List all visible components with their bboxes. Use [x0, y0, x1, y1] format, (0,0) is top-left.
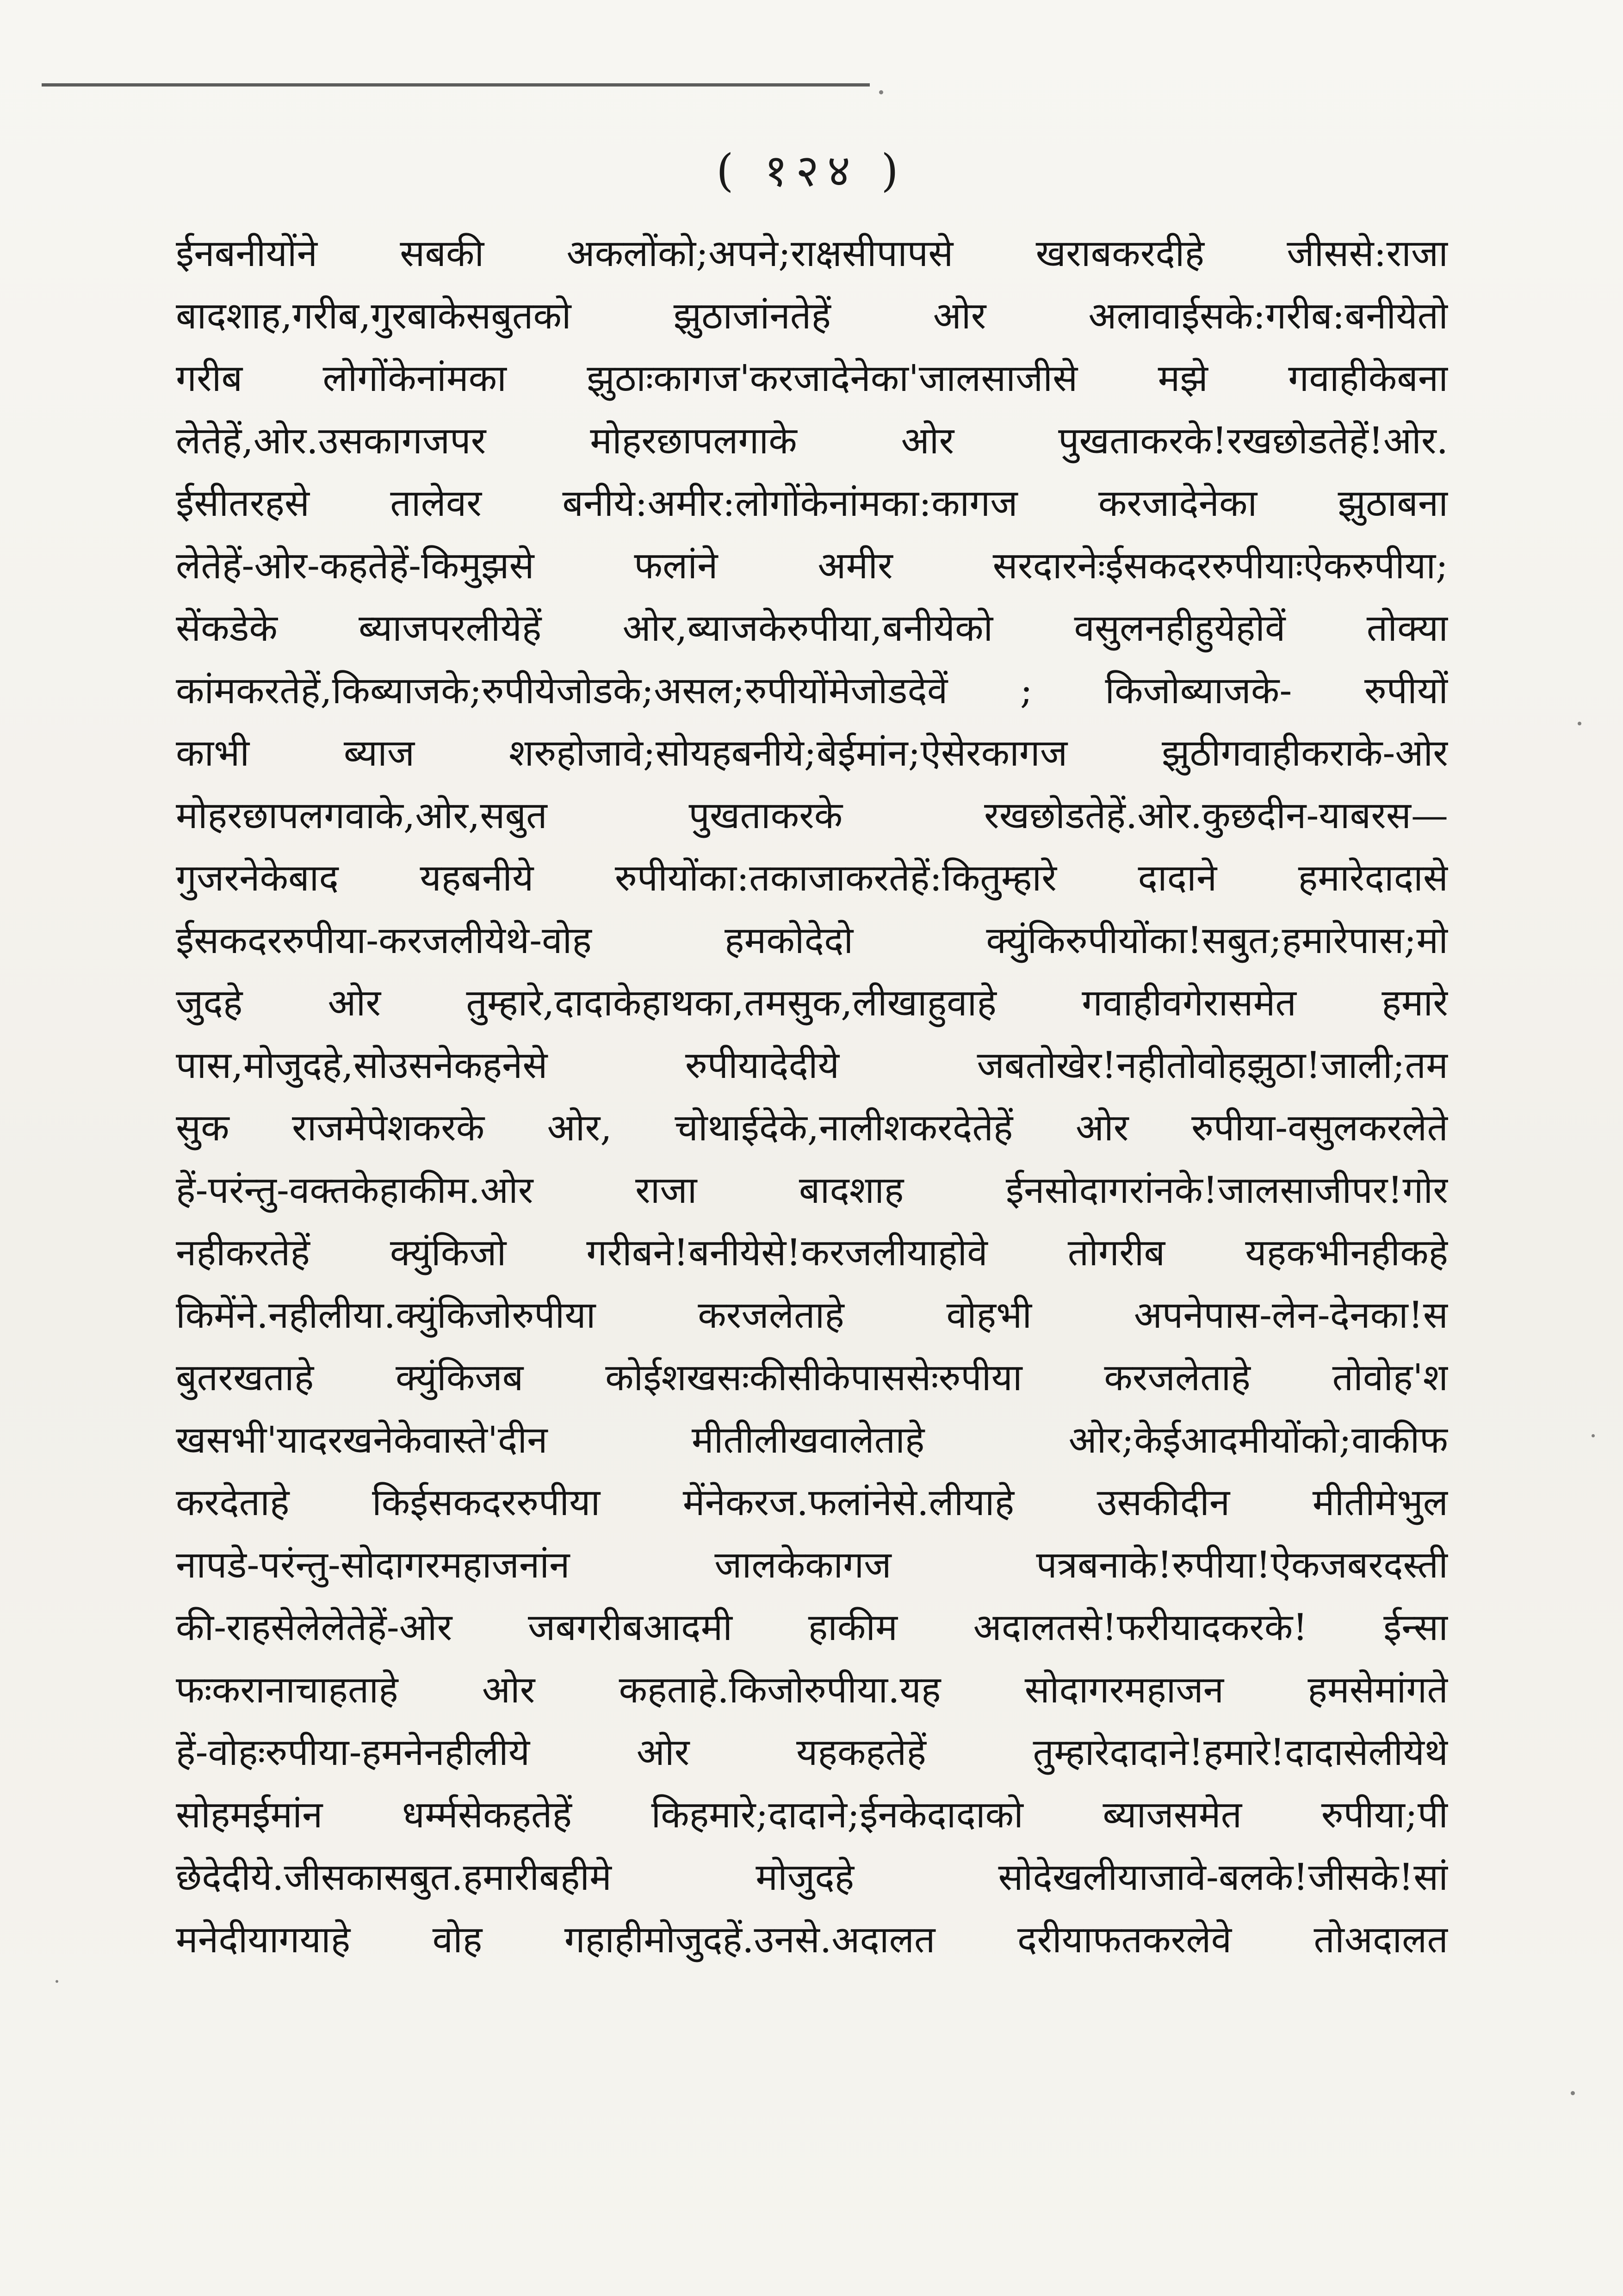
text-line: गरीब लोगोंकेनांमका झुठाःकागज'करजादेनेका'जालसाजीसे मझे गवाहीकेबना — [176, 357, 1448, 400]
text-line: फःकरानाचाहताहे ओर कहताहे.किजोरुपीया.यह सोदागरमहाजन हमसेमांगते — [176, 1668, 1448, 1711]
text-line: काभी ब्याज शरुहोजावे;सोयहबनीये;बेईमांन;ऐसेरकागज झुठीगवाहीकराके-ओर — [176, 731, 1448, 774]
text-line: मनेदीयागयाहे वोह गहाहीमोजुदहें.उनसे.अदालत दरीयाफतकरलेवे तोअदालत — [176, 1918, 1448, 1961]
print-speck — [1578, 722, 1581, 725]
text-line: ईनबनीयोंने सबकी अकलोंको;अपने;राक्षसीपापसे खराबकरदीहे जीससे:राजा — [176, 232, 1448, 275]
print-speck — [1571, 2091, 1575, 2095]
text-line: बादशाह,गरीब,गुरबाकेसबुतको झुठाजांनतेहें ओर अलावाईसके:गरीब:बनीयेतो — [176, 294, 1448, 337]
print-speck — [56, 1980, 58, 1983]
text-line: कांमकरतेहें,किब्याजके;रुपीयेजोडके;असल;रुपीयोंमेजोडदेवें ; किजोब्याजके- रुपीयों — [176, 669, 1448, 712]
text-line: बुतरखताहे क्युंकिजब कोईशखसःकीसीकेपाससेःरुपीया करजलेताहे तोवोह'श — [176, 1356, 1448, 1399]
text-line: लेतेहें-ओर-कहतेहें-किमुझसे फलांने अमीर सरदारनेःईसकदररुपीयाःऐकरुपीया; — [176, 544, 1448, 587]
body-text — [176, 222, 1448, 1971]
text-line: सुक राजमेपेशकरके ओर, चोथाईदेके,नालीशकरदेतेहें ओर रुपीया-वसुलकरलेते — [176, 1106, 1448, 1149]
text-line: खसभी'यादरखनेकेवास्ते'दीन मीतीलीखवालेताहे ओर;केईआदमीयोंको;वाकीफ — [176, 1418, 1448, 1461]
text-line: किमेंने.नहीलीया.क्युंकिजोरुपीया करजलेताहे वोहभी अपनेपास-लेन-देनका!स — [176, 1293, 1448, 1337]
text-line: छेदेदीये.जीसकासबुत.हमारीबहीमे मोजुदहे सोदेखलीयाजावे-बलके!जीसके!सां — [176, 1856, 1448, 1899]
text-line: लेतेहें,ओर.उसकागजपर मोहरछापलगाके ओर पुखताकरके!रखछोडतेहें!ओर. — [176, 419, 1448, 462]
text-line: जुदहे ओर तुम्हारे,दादाकेहाथका,तमसुक,लीखाहुवाहे गवाहीवगेरासमेत हमारे — [176, 981, 1448, 1024]
print-speck — [1592, 1434, 1595, 1437]
text-line: करदेताहे किईसकदररुपीया मेंनेकरज.फलांनेसे.लीयाहे उसकीदीन मीतीमेभुल — [176, 1481, 1448, 1524]
text-line: सेंकडेके ब्याजपरलीयेहें ओर,ब्याजकेरुपीया,बनीयेको वसुलनहीहुयेहोवें तोक्या — [176, 606, 1448, 650]
text-line: नहीकरतेहें क्युंकिजो गरीबने!बनीयेसे!करजलीयाहोवे तोगरीब यहकभीनहीकहे — [176, 1231, 1448, 1274]
page-number: ( १२४ ) — [716, 145, 907, 197]
text-line: मोहरछापलगवाके,ओर,सबुत पुखताकरके रखछोडतेहें.ओर.कुछदीन-याबरस— — [176, 794, 1448, 837]
text-line: पास,मोजुदहे,सोउसनेकहनेसे रुपीयादेदीये जबतोखेर!नहीतोवोहझुठा!जाली;तम — [176, 1044, 1448, 1087]
text-line: ईसकदररुपीया-करजलीयेथे-वोह हमकोदेदो क्युंकिरुपीयोंका!सबुत;हमारेपास;मो — [176, 919, 1448, 962]
text-line: हें-परंन्तु-वक्तकेहाकीम.ओर राजा बादशाह ईनसोदागरांनके!जालसाजीपर!गोर — [176, 1169, 1448, 1212]
text-line: गुजरनेकेबाद यहबनीये रुपीयोंका:तकाजाकरतेहें:कितुम्हारे दादाने हमारेदादासे — [176, 856, 1448, 899]
text-line: हें-वोहःरुपीया-हमनेनहीलीये ओर यहकहतेहें तुम्हारेदादाने!हमारे!दादासेलीयेथे — [176, 1731, 1448, 1774]
text-line: की-राहसेलेलेतेहें-ओर जबगरीबआदमी हाकीम अदालतसे!फरीयादकरके! ईन्सा — [176, 1606, 1448, 1649]
text-line: ईसीतरहसे तालेवर बनीये:अमीर:लोगोंकेनांमका:कागज करजादेनेका झुठाबना — [176, 482, 1448, 525]
text-line: सोहमईमांन धर्म्मसेकहतेहें किहमारे;दादाने;ईनकेदादाको ब्याजसमेत रुपीया;पी — [176, 1793, 1448, 1836]
text-line: नापडे-परंन्तु-सोदागरमहाजनांन जालकेकागज पत्रबनाके!रुपीया!ऐकजबरदस्ती — [176, 1543, 1448, 1586]
print-speck — [879, 90, 883, 94]
top-rule — [42, 83, 870, 87]
